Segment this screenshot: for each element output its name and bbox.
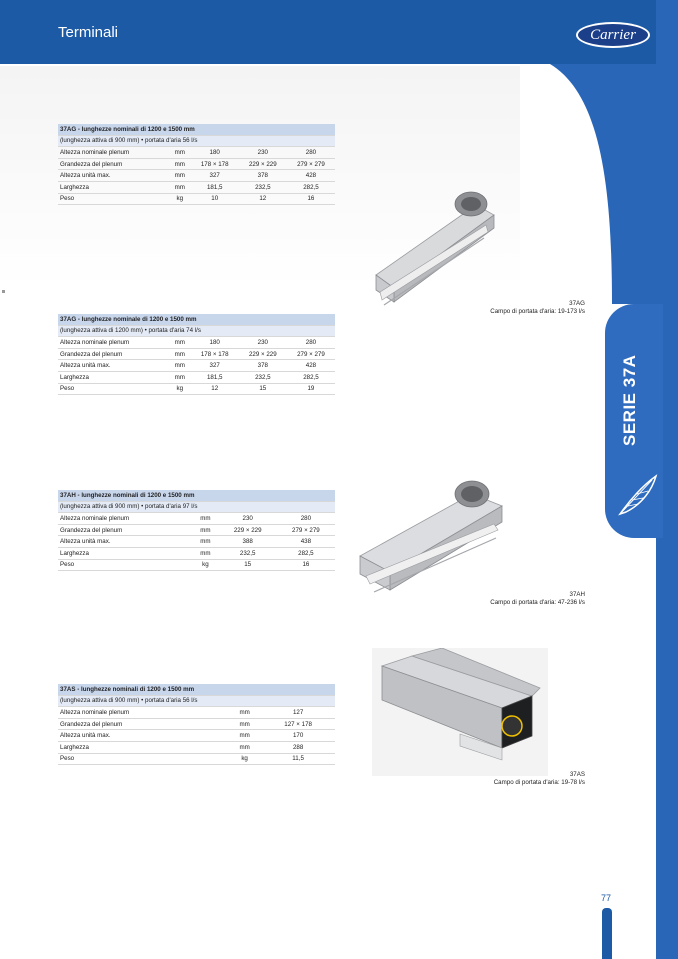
- table-row: [58, 559, 335, 571]
- row-label: Larghezza: [58, 741, 228, 753]
- table-row: [58, 147, 335, 159]
- row-unit: mm: [169, 337, 191, 349]
- table-row: [58, 170, 335, 182]
- cell: 378: [239, 360, 287, 372]
- cell: 15: [219, 559, 277, 571]
- table-row: [58, 193, 335, 205]
- row-label: Altezza nominale plenum: [58, 337, 169, 349]
- row-unit: mm: [169, 158, 191, 170]
- cell: 181,5: [191, 181, 239, 193]
- page-bar: [602, 908, 612, 959]
- cell: 10: [191, 193, 239, 205]
- row-label: Altezza unità max.: [58, 536, 192, 548]
- row-unit: mm: [169, 371, 191, 383]
- cell: 181,5: [191, 371, 239, 383]
- cell: 127: [261, 707, 335, 719]
- cell: 282,5: [277, 547, 335, 559]
- cell: 170: [261, 730, 335, 742]
- table-row: [58, 383, 335, 395]
- cell: 280: [277, 513, 335, 525]
- cell: 16: [287, 193, 335, 205]
- cell: 19: [287, 383, 335, 395]
- cell: 180: [191, 337, 239, 349]
- row-unit: kg: [169, 383, 191, 395]
- table-row: [58, 158, 335, 170]
- cell: 428: [287, 360, 335, 372]
- row-unit: kg: [228, 753, 261, 765]
- cell: 288: [261, 741, 335, 753]
- product-image-37ag: [366, 180, 506, 320]
- series-tab-label: SERIE 37A: [620, 354, 639, 446]
- row-unit: kg: [192, 559, 218, 571]
- cell: 230: [239, 147, 287, 159]
- table-row: [58, 524, 335, 536]
- row-unit: mm: [169, 360, 191, 372]
- cell: 279 × 279: [287, 348, 335, 360]
- section-title: Terminali: [58, 24, 119, 41]
- cell: 178 × 178: [191, 158, 239, 170]
- cell: 279 × 279: [277, 524, 335, 536]
- row-unit: mm: [169, 348, 191, 360]
- spec-table-37ag-1200: [58, 314, 335, 395]
- feather-icon: [612, 470, 662, 520]
- table-row: [58, 741, 335, 753]
- table-title: 37AS - lunghezze nominali di 1200 e 1500 mm: [58, 684, 335, 695]
- row-unit: mm: [228, 718, 261, 730]
- cell: 229 × 229: [219, 524, 277, 536]
- table-title: 37AH - lunghezze nominali di 1200 e 1500 mm: [58, 490, 335, 501]
- page-header: [0, 0, 656, 64]
- caption-model: 37AH: [569, 591, 585, 598]
- row-label: Altezza nominale plenum: [58, 513, 192, 525]
- caption-37ah: [440, 591, 585, 607]
- caption-model: 37AG: [569, 300, 585, 307]
- cell: 230: [239, 337, 287, 349]
- cell: 279 × 279: [287, 158, 335, 170]
- row-unit: mm: [192, 547, 218, 559]
- cell: 282,5: [287, 371, 335, 383]
- registration-mark: [2, 290, 5, 293]
- caption-model: 37AS: [569, 771, 585, 778]
- table-row: [58, 718, 335, 730]
- page-number: 77: [601, 893, 612, 903]
- product-image-37ah: [352, 476, 512, 606]
- caption-text: Campo di portata d'aria: 47-236 l/s: [490, 599, 585, 606]
- cell: 229 × 229: [239, 348, 287, 360]
- table-row: [58, 730, 335, 742]
- cell: 232,5: [219, 547, 277, 559]
- row-label: Altezza unità max.: [58, 730, 228, 742]
- product-image-37as: [372, 648, 548, 776]
- table-row: [58, 360, 335, 372]
- spec-table-37ah: [58, 490, 335, 571]
- cell: 16: [277, 559, 335, 571]
- row-label: Larghezza: [58, 547, 192, 559]
- cell: 230: [219, 513, 277, 525]
- table-subtitle: (lunghezza attiva di 900 mm) • portata d'aria 56 l/s: [58, 695, 335, 707]
- row-label: Altezza unità max.: [58, 170, 169, 182]
- cell: 388: [219, 536, 277, 548]
- cell: 11,5: [261, 753, 335, 765]
- row-label: Larghezza: [58, 181, 169, 193]
- row-unit: mm: [228, 741, 261, 753]
- table-subtitle: (lunghezza attiva di 1200 mm) • portata d'aria 74 l/s: [58, 325, 335, 337]
- cell: 438: [277, 536, 335, 548]
- cell: 178 × 178: [191, 348, 239, 360]
- row-label: Peso: [58, 753, 228, 765]
- cell: 180: [191, 147, 239, 159]
- row-unit: mm: [192, 513, 218, 525]
- table-row: [58, 547, 335, 559]
- row-label: Altezza unità max.: [58, 360, 169, 372]
- cell: 280: [287, 147, 335, 159]
- cell: 282,5: [287, 181, 335, 193]
- cell: 232,5: [239, 371, 287, 383]
- row-unit: mm: [169, 181, 191, 193]
- table-row: [58, 337, 335, 349]
- decorative-curve: [540, 64, 656, 304]
- caption-37as: [440, 771, 585, 787]
- cell: 327: [191, 170, 239, 182]
- cell: 232,5: [239, 181, 287, 193]
- row-label: Altezza nominale plenum: [58, 707, 228, 719]
- spec-table-37as: [58, 684, 335, 765]
- row-unit: mm: [169, 170, 191, 182]
- cell: 15: [239, 383, 287, 395]
- cell: 12: [239, 193, 287, 205]
- row-label: Larghezza: [58, 371, 169, 383]
- row-label: Altezza nominale plenum: [58, 147, 169, 159]
- table-row: [58, 371, 335, 383]
- cell: 327: [191, 360, 239, 372]
- table-row: [58, 513, 335, 525]
- row-label: Grandezza del plenum: [58, 348, 169, 360]
- row-label: Grandezza del plenum: [58, 718, 228, 730]
- row-label: Grandezza del plenum: [58, 524, 192, 536]
- row-unit: mm: [192, 536, 218, 548]
- row-label: Peso: [58, 383, 169, 395]
- cell: 428: [287, 170, 335, 182]
- table-subtitle: (lunghezza attiva di 900 mm) • portata d'aria 97 l/s: [58, 501, 335, 513]
- spec-table-37ag-900: [58, 124, 335, 205]
- cell: 229 × 229: [239, 158, 287, 170]
- cell: 12: [191, 383, 239, 395]
- cell: 127 × 178: [261, 718, 335, 730]
- table-row: [58, 753, 335, 765]
- cell: 280: [287, 337, 335, 349]
- row-unit: mm: [192, 524, 218, 536]
- table-row: [58, 707, 335, 719]
- caption-text: Campo di portata d'aria: 19-78 l/s: [493, 779, 585, 786]
- row-unit: mm: [169, 147, 191, 159]
- cell: 378: [239, 170, 287, 182]
- caption-37ag: [440, 300, 585, 316]
- row-unit: kg: [169, 193, 191, 205]
- row-unit: mm: [228, 707, 261, 719]
- carrier-logo: Carrier: [576, 22, 650, 48]
- table-title: 37AG - lunghezze nominali di 1200 e 1500 mm: [58, 124, 335, 135]
- row-label: Grandezza del plenum: [58, 158, 169, 170]
- row-unit: mm: [228, 730, 261, 742]
- table-subtitle: (lunghezza attiva di 900 mm) • portata d'aria 56 l/s: [58, 135, 335, 147]
- table-row: [58, 348, 335, 360]
- row-label: Peso: [58, 559, 192, 571]
- table-row: [58, 536, 335, 548]
- table-title: 37AG - lunghezze nominale di 1200 e 1500 mm: [58, 314, 335, 325]
- table-row: [58, 181, 335, 193]
- caption-text: Campo di portata d'aria: 19-173 l/s: [490, 308, 585, 315]
- row-label: Peso: [58, 193, 169, 205]
